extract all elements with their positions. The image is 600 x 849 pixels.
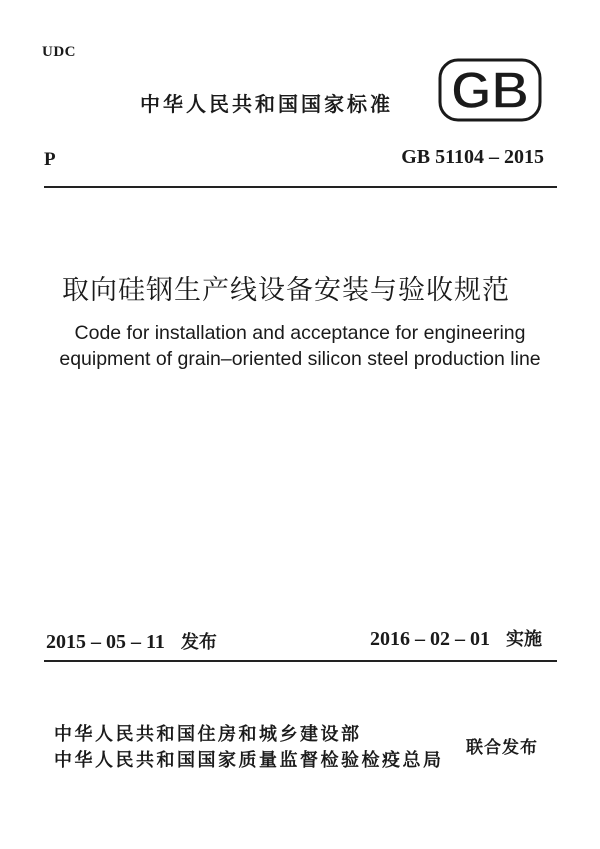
standard-number: GB 51104 – 2015: [401, 146, 544, 168]
classification-code: P: [44, 149, 56, 170]
implement-label: 实施: [506, 629, 542, 650]
title-english-line-2: equipment of grain–oriented silicon steel production line: [59, 348, 541, 370]
bottom-divider: [44, 660, 557, 662]
issue-date: 2015 – 05 – 11: [46, 631, 165, 653]
title-english: [30, 320, 570, 372]
joint-issue-label: 联合发布: [466, 738, 538, 758]
standard-type-heading: 中华人民共和国国家标准: [140, 92, 393, 116]
top-divider: [44, 186, 557, 188]
issue-label: 发布: [180, 632, 217, 653]
gb-logo: [438, 58, 542, 122]
issuer-org-1: 中华人民共和国住房和城乡建设部: [54, 724, 362, 745]
issue-date-block: [46, 628, 217, 654]
gb-logo-text: GB: [451, 62, 529, 120]
implement-date: 2016 – 02 – 01: [370, 628, 490, 650]
title-english-line-1: Code for installation and acceptance for engineering: [74, 322, 526, 344]
udc-label: UDC: [42, 44, 76, 60]
implement-date-block: [370, 625, 542, 651]
title-chinese: 取向硅钢生产线设备安装与验收规范: [62, 275, 510, 306]
issuer-org-2: 中华人民共和国国家质量监督检验检疫总局: [54, 750, 444, 771]
